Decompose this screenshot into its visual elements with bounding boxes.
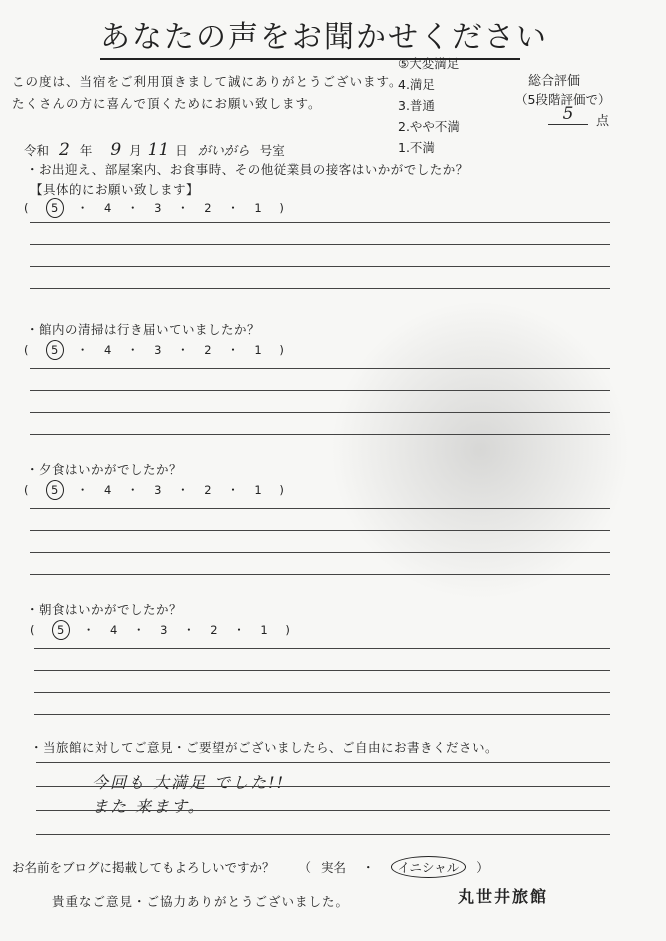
answer-line — [36, 810, 610, 811]
answer-line — [30, 530, 610, 531]
rating-option-4[interactable]: 4 — [103, 483, 113, 497]
rating-open: ( — [24, 483, 30, 497]
year-unit: 年 — [79, 143, 93, 158]
question-3-rating — [24, 480, 285, 500]
blog-option-initial-selected[interactable]: イニシャル — [391, 856, 467, 878]
answer-line — [30, 434, 610, 435]
rating-option-3[interactable]: 3 — [154, 343, 163, 357]
rating-open: ( — [30, 623, 36, 637]
overall-subtitle: （5段階評価で） — [515, 92, 611, 107]
year-value: 2 — [59, 140, 70, 160]
month-unit: 月 — [129, 143, 142, 158]
rating-option-3[interactable]: 3 — [160, 623, 169, 637]
blog-open: （ — [298, 860, 312, 875]
question-2-rating — [24, 340, 285, 360]
rating-sep: ・ — [82, 623, 96, 637]
overall-title: 総合評価 — [528, 74, 581, 89]
answer-line — [34, 670, 610, 671]
rating-option-3[interactable]: 3 — [154, 483, 163, 497]
rating-sep: ・ — [177, 483, 190, 497]
answer-line — [30, 288, 610, 289]
stay-date-row — [24, 140, 285, 160]
intro-line-1: この度は、当宿をご利用頂きまして誠にありがとうございます。 — [12, 74, 403, 89]
rating-option-2[interactable]: 2 — [204, 201, 213, 215]
question-3: ・夕食はいかがでしたか？ — [26, 462, 183, 477]
overall-score: 5 — [548, 104, 588, 125]
rating-sep: ・ — [177, 343, 190, 357]
rating-sep: ・ — [233, 623, 246, 637]
rating-sep: ・ — [132, 623, 146, 637]
day-value: 11 — [147, 140, 170, 160]
inn-name: 丸世井旅館 — [458, 887, 549, 906]
answer-line — [30, 368, 610, 369]
blog-option-real-name[interactable]: 実名 — [321, 860, 347, 875]
rating-option-4[interactable]: 4 — [103, 201, 113, 215]
scale-5: ⑤大変満足 — [398, 56, 460, 71]
rating-sep: ・ — [227, 201, 240, 215]
rating-sep: ・ — [177, 201, 190, 215]
question-1-note: 【具体的にお願い致します】 — [30, 182, 200, 197]
answer-line — [30, 574, 610, 575]
rating-sep: ・ — [76, 483, 90, 497]
answer-line — [36, 834, 610, 835]
question-4-rating — [30, 620, 291, 640]
thanks-message: 貴重なご意見・ご協力ありがとうございました。 — [52, 894, 350, 909]
blog-close: ） — [476, 860, 489, 875]
rating-sep: ・ — [126, 201, 140, 215]
answer-line — [34, 714, 610, 715]
blog-consent-row — [12, 856, 489, 878]
answer-line — [30, 266, 610, 267]
era-label: 令和 — [24, 143, 50, 158]
free-comment-line-2: また 来ます。 — [92, 797, 206, 816]
scale-4: 4.満足 — [398, 77, 435, 92]
answer-line — [36, 786, 610, 787]
day-unit: 日 — [175, 143, 188, 158]
question-2: ・館内の清掃は行き届いていましたか？ — [26, 322, 261, 337]
question-1-rating — [24, 198, 285, 218]
free-comment-line-1: 今回も 大満足 でした!! — [92, 773, 286, 792]
rating-option-1[interactable]: 1 — [254, 483, 263, 497]
answer-line — [30, 508, 610, 509]
rating-sep: ・ — [76, 343, 90, 357]
scale-2: 2.やや不満 — [398, 119, 460, 134]
month-value: 9 — [110, 140, 122, 160]
rating-option-5-selected[interactable]: 5 — [46, 340, 64, 360]
rating-option-1[interactable]: 1 — [254, 201, 263, 215]
rating-open: ( — [24, 201, 30, 215]
answer-line — [34, 648, 610, 649]
rating-sep: ・ — [76, 201, 90, 215]
rating-open: ( — [24, 343, 30, 357]
rating-option-4[interactable]: 4 — [109, 623, 119, 637]
rating-option-1[interactable]: 1 — [260, 623, 269, 637]
rating-close: ) — [285, 623, 291, 637]
room-hand-note: がいがら — [197, 144, 250, 159]
rating-close: ) — [279, 201, 285, 215]
answer-line — [30, 244, 610, 245]
rating-option-4[interactable]: 4 — [103, 343, 113, 357]
answer-line — [30, 412, 610, 413]
rating-sep: ・ — [183, 623, 196, 637]
free-comment-question: ・当旅館に対してご意見・ご要望がございましたら、ご自由にお書きください。 — [30, 740, 499, 755]
overall-unit: 点 — [596, 114, 610, 129]
answer-line — [34, 692, 610, 693]
rating-option-1[interactable]: 1 — [254, 343, 263, 357]
rating-option-5-selected[interactable]: 5 — [52, 620, 70, 640]
blog-question: お名前をブログに掲載してもよろしいですか？ — [12, 860, 275, 875]
blog-sep: ・ — [362, 860, 375, 875]
rating-sep: ・ — [126, 343, 140, 357]
question-1: ・お出迎え、部屋案内、お食事時、その他従業員の接客はいかがでしたか？ — [26, 162, 469, 177]
question-4: ・朝食はいかがでしたか？ — [26, 602, 183, 617]
rating-option-2[interactable]: 2 — [204, 343, 213, 357]
rating-sep: ・ — [227, 483, 240, 497]
rating-close: ) — [279, 483, 285, 497]
rating-option-2[interactable]: 2 — [210, 623, 219, 637]
answer-line — [30, 222, 610, 223]
answer-line — [36, 762, 610, 763]
rating-option-5-selected[interactable]: 5 — [46, 480, 64, 500]
page-title: あなたの声をお聞かせください — [100, 12, 520, 60]
answer-line — [30, 390, 610, 391]
rating-sep: ・ — [227, 343, 240, 357]
answer-line — [30, 552, 610, 553]
rating-option-2[interactable]: 2 — [204, 483, 213, 497]
scale-3: 3.普通 — [398, 98, 435, 113]
scale-1: 1.不満 — [398, 140, 435, 155]
rating-sep: ・ — [126, 483, 140, 497]
intro-line-2: たくさんの方に喜んで頂くためにお願い致します。 — [12, 96, 322, 111]
scan-smudge — [330, 300, 630, 600]
rating-option-5-selected[interactable]: 5 — [46, 198, 64, 218]
rating-close: ) — [279, 343, 285, 357]
rating-option-3[interactable]: 3 — [154, 201, 163, 215]
room-label: 号室 — [259, 143, 285, 158]
